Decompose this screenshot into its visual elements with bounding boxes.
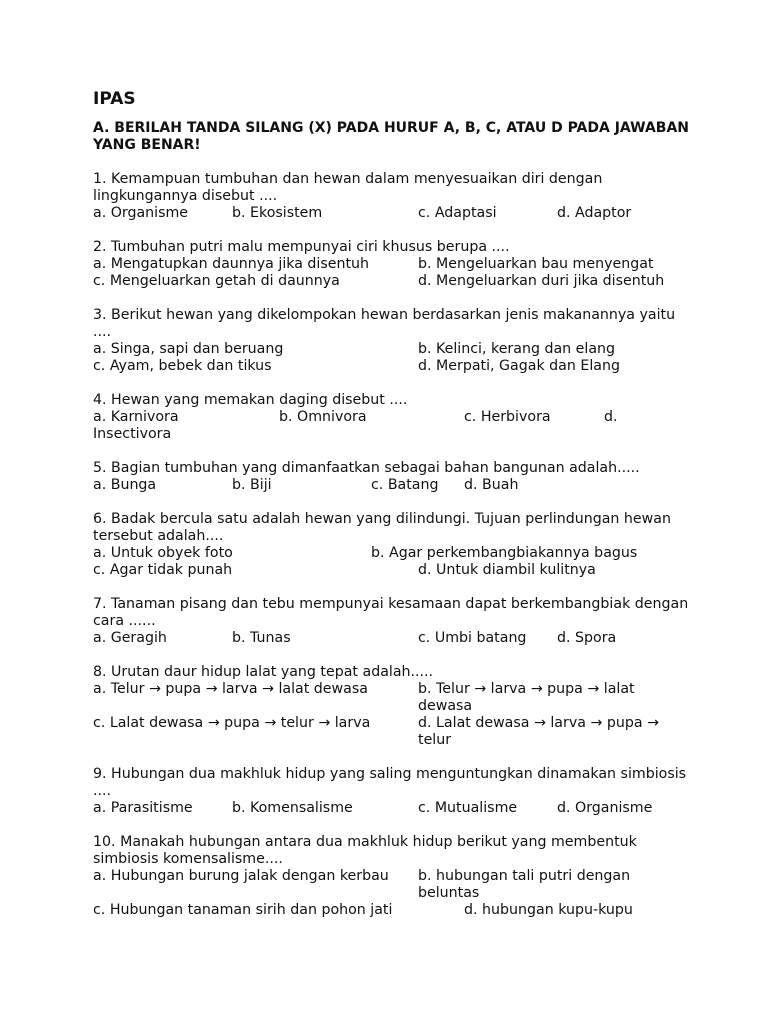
- option-a[interactable]: a. Hubungan burung jalak dengan kerbau: [93, 868, 389, 884]
- question-stem: 1. Kemampuan tumbuhan dan hewan dalam menyesuaikan diri dengan lingkungannya disebut ....: [93, 171, 603, 204]
- option-b[interactable]: b. Kelinci, kerang dan elang: [418, 341, 616, 357]
- option-d[interactable]: d. Spora: [557, 630, 617, 646]
- option-a[interactable]: a. Parasitisme: [93, 800, 193, 816]
- question-stem: 2. Tumbuhan putri malu mempunyai ciri khusus berupa ....: [93, 239, 510, 255]
- option-a[interactable]: a. Geragih: [93, 630, 167, 646]
- question-8: [93, 664, 693, 749]
- option-c[interactable]: c. Umbi batang: [418, 630, 527, 646]
- option-d[interactable]: d. Organisme: [557, 800, 653, 816]
- option-d[interactable]: d. Merpati, Gagak dan Elang: [418, 358, 620, 374]
- question-7: [93, 596, 693, 647]
- option-c[interactable]: c. Lalat dewasa → pupa → telur → larva: [93, 715, 371, 731]
- option-b[interactable]: b. hubungan tali putri dengan beluntas: [418, 868, 631, 901]
- option-b[interactable]: b. Telur → larva → pupa → lalat dewasa: [418, 681, 635, 714]
- option-a[interactable]: a. Telur → pupa → larva → lalat dewasa: [93, 681, 368, 697]
- subject-title: IPAS: [93, 89, 136, 109]
- option-d[interactable]: d. Buah: [464, 477, 519, 493]
- option-d[interactable]: d. Mengeluarkan duri jika disentuh: [418, 273, 665, 289]
- option-c[interactable]: c. Adaptasi: [418, 205, 497, 221]
- section-instruction: A. BERILAH TANDA SILANG (X) PADA HURUF A, B, C, ATAU D PADA JAWABAN YANG BENAR!: [93, 120, 690, 153]
- worksheet: [93, 88, 693, 936]
- option-a[interactable]: a. Organisme: [93, 205, 189, 221]
- question-3: [93, 307, 693, 375]
- question-stem: 10. Manakah hubungan antara dua makhluk hidup berikut yang membentuk simbiosis komensalisme....: [93, 834, 637, 867]
- option-d[interactable]: d. Lalat dewasa → larva → pupa → telur: [418, 715, 659, 748]
- option-d-text[interactable]: Insectivora: [93, 426, 172, 442]
- option-c[interactable]: c. Agar tidak punah: [93, 562, 233, 578]
- question-stem: 8. Urutan daur hidup lalat yang tepat adalah.....: [93, 664, 434, 680]
- question-9: [93, 766, 693, 817]
- option-c[interactable]: c. Hubungan tanaman sirih dan pohon jati: [93, 902, 393, 918]
- option-a[interactable]: a. Mengatupkan daunnya jika disentuh: [93, 256, 370, 272]
- option-d[interactable]: d.: [604, 409, 618, 425]
- option-a[interactable]: a. Karnivora: [93, 409, 179, 425]
- option-b[interactable]: b. Ekosistem: [232, 205, 323, 221]
- question-1: [93, 171, 693, 222]
- option-a[interactable]: a. Bunga: [93, 477, 157, 493]
- option-b[interactable]: b. Tunas: [232, 630, 291, 646]
- option-c[interactable]: c. Mutualisme: [418, 800, 518, 816]
- question-stem: 6. Badak bercula satu adalah hewan yang dilindungi. Tujuan perlindungan hewan tersebut adalah....: [93, 511, 671, 544]
- question-10: [93, 834, 693, 919]
- option-c[interactable]: c. Herbivora: [464, 409, 551, 425]
- question-stem: 4. Hewan yang memakan daging disebut ....: [93, 392, 408, 408]
- option-b[interactable]: b. Biji: [232, 477, 272, 493]
- option-c[interactable]: c. Batang: [371, 477, 439, 493]
- question-stem: 7. Tanaman pisang dan tebu mempunyai kesamaan dapat berkembangbiak dengan cara ......: [93, 596, 689, 629]
- option-b[interactable]: b. Agar perkembangbiakannya bagus: [371, 545, 638, 561]
- question-5: [93, 460, 693, 494]
- question-stem: 9. Hubungan dua makhluk hidup yang saling menguntungkan dinamakan simbiosis ....: [93, 766, 687, 799]
- option-c[interactable]: c. Ayam, bebek dan tikus: [93, 358, 272, 374]
- option-d[interactable]: d. hubungan kupu-kupu: [464, 902, 633, 918]
- option-b[interactable]: b. Omnivora: [279, 409, 367, 425]
- option-d[interactable]: d. Adaptor: [557, 205, 632, 221]
- option-a[interactable]: a. Singa, sapi dan beruang: [93, 341, 284, 357]
- question-stem: 5. Bagian tumbuhan yang dimanfaatkan sebagai bahan bangunan adalah.....: [93, 460, 640, 476]
- question-4: [93, 392, 693, 443]
- question-6: [93, 511, 693, 579]
- question-stem: 3. Berikut hewan yang dikelompokan hewan berdasarkan jenis makanannya yaitu ....: [93, 307, 676, 340]
- option-b[interactable]: b. Komensalisme: [232, 800, 353, 816]
- question-2: [93, 239, 693, 290]
- option-c[interactable]: c. Mengeluarkan getah di daunnya: [93, 273, 340, 289]
- option-a[interactable]: a. Untuk obyek foto: [93, 545, 233, 561]
- option-d[interactable]: d. Untuk diambil kulitnya: [418, 562, 596, 578]
- option-b[interactable]: b. Mengeluarkan bau menyengat: [418, 256, 654, 272]
